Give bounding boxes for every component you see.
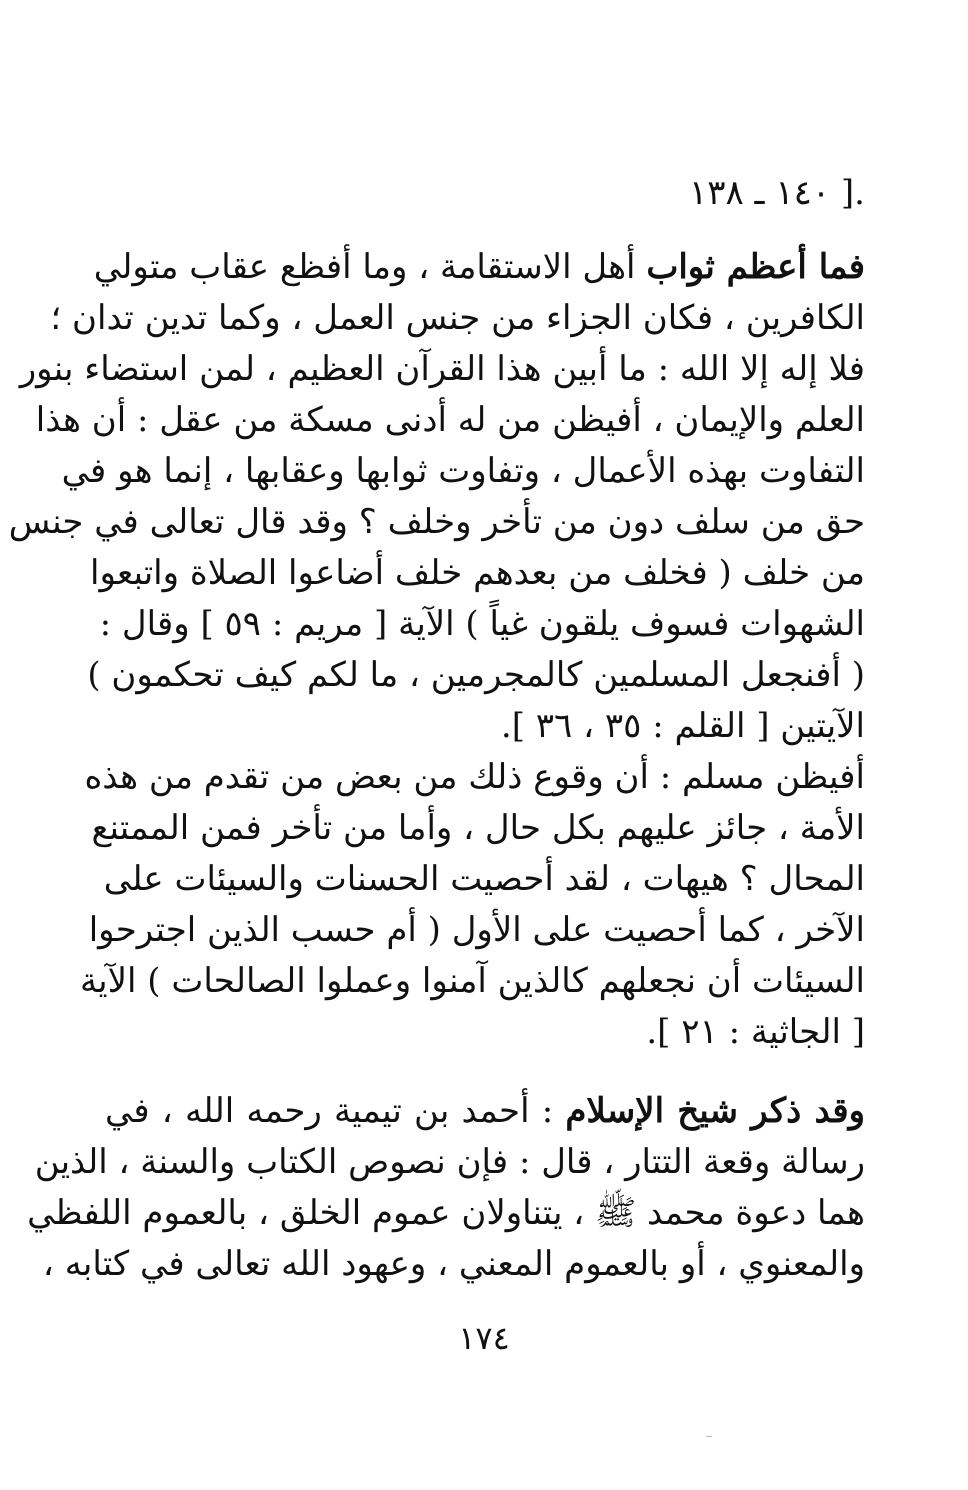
- paragraph-3-line-2: رسالة وقعة التتار ، قال : فإن نصوص الكتاب والسنة ، الذين: [34, 1142, 865, 1182]
- paragraph-1-lead-bold: فما أعظم ثواب: [646, 247, 865, 287]
- paragraph-1-line-3: فلا إله إلا الله : ما أبين هذا القرآن العظيم ، لمن استضاء بنور: [19, 349, 865, 389]
- paragraph-1-line-4: العلم والإيمان ، أفيظن من له أدنى مسكة من عقل : أن هذا: [35, 400, 865, 440]
- paragraph-2-line-3: المحال ؟ هيهات ، لقد أحصيت الحسنات والسيئات على: [103, 859, 865, 899]
- paragraph-1-line-6: حق من سلف دون من تأخر وخلف ؟ وقد قال تعالى في جنس: [8, 502, 865, 542]
- paragraph-3-line-1-rest: : أحمد بن تيمية رحمه الله ، في: [105, 1091, 566, 1131]
- paragraph-1-line-5: التفاوت بهذه الأعمال ، وتفاوت ثوابها وعقابها ، إنما هو في: [61, 451, 865, 491]
- paragraph-2-line-6: [ الجاثية : ٢١ ].: [646, 1012, 865, 1052]
- paragraph-3: [27, 1086, 865, 1290]
- paragraph-1-line-1: [93, 242, 865, 293]
- paragraph-1-line-9: ( أفنجعل المسلمين كالمجرمين ، ما لكم كيف تحكمون ): [87, 655, 865, 695]
- paragraph-2: [79, 752, 865, 1058]
- reference-text: .[ ١٤٠ ـ ١٣٨: [688, 173, 865, 213]
- paragraph-1-line-10: الآيتين [ القلم : ٣٥ ، ٣٦ ].: [500, 706, 865, 746]
- page-number: ١٧٤: [458, 1319, 510, 1357]
- scan-mark: [706, 1436, 712, 1437]
- paragraph-3-line-3: هما دعوة محمد ﷺ ، يتناولان عموم الخلق ، بالعموم اللفظي: [27, 1193, 865, 1233]
- paragraph-2-line-2: الأمة ، جائز عليهم بكل حال ، وأما من تأخر فمن الممتنع: [91, 808, 865, 848]
- paragraph-3-line-1: [105, 1086, 865, 1137]
- paragraph-3-lead-bold: وقد ذكر شيخ الإسلام: [565, 1091, 865, 1131]
- paragraph-3-line-4: والمعنوي ، أو بالعموم المعني ، وعهود الله تعالى في كتابه ،: [42, 1244, 865, 1284]
- paragraph-1: [8, 242, 865, 752]
- paragraph-2-line-4: الآخر ، كما أحصيت على الأول ( أم حسب الذين اجترحوا: [88, 910, 865, 950]
- reference-line: [105, 168, 865, 219]
- paragraph-1-line-2: الكافرين ، فكان الجزاء من جنس العمل ، وكما تدين تدان ؛: [50, 298, 865, 338]
- paragraph-1-line-1-rest: أهل الاستقامة ، وما أفظع عقاب متولي: [93, 247, 647, 287]
- paragraph-2-line-5: السيئات أن نجعلهم كالذين آمنوا وعملوا الصالحات ) الآية: [79, 961, 865, 1001]
- paragraph-2-line-1: أفيظن مسلم : أن وقوع ذلك من بعض من تقدم من هذه: [84, 757, 865, 797]
- paragraph-1-line-7: من خلف ( فخلف من بعدهم خلف أضاعوا الصلاة واتبعوا: [90, 553, 865, 593]
- paragraph-1-line-8: الشهوات فسوف يلقون غياً ) الآية [ مريم : ٥٩ ] وقال :: [99, 604, 865, 644]
